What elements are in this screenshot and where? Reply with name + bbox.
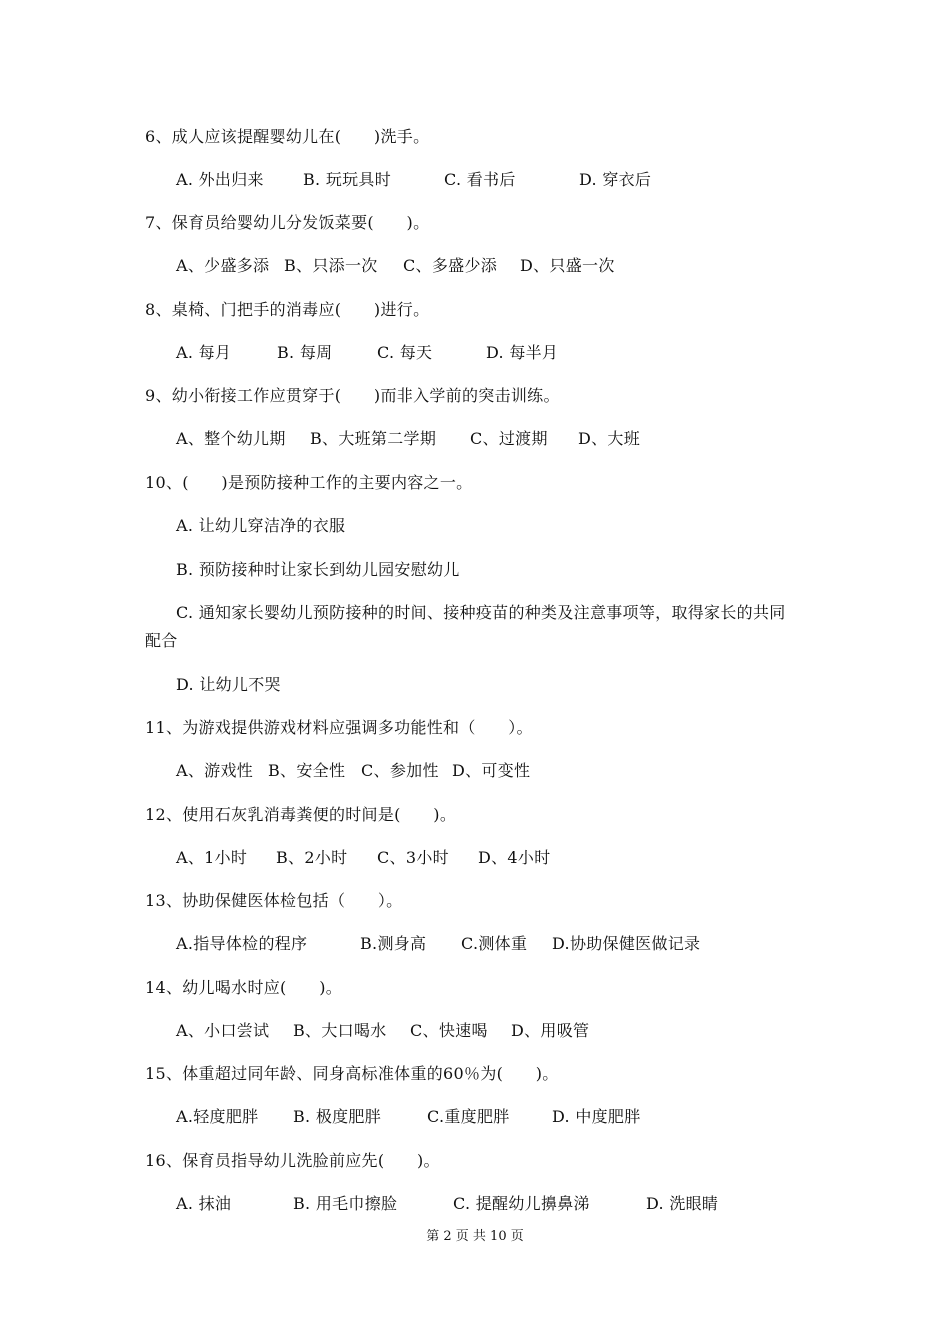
option-b: B. 玩玩具时	[303, 170, 392, 189]
option-b: B、只添一次	[284, 256, 378, 275]
option-a: A、整个幼儿期	[176, 429, 286, 448]
option-b: B. 用毛巾擦脸	[293, 1194, 398, 1213]
question-stem: 13、协助保健医体检包括（ ）。	[145, 891, 403, 910]
page-number-footer: 第 2 页 共 10 页	[426, 1229, 524, 1244]
question-stem: 8、桌椅、门把手的消毒应( )进行。	[145, 300, 430, 319]
option-d: D、4小时	[478, 848, 551, 867]
option-d: D. 中度肥胖	[552, 1107, 641, 1126]
option-a: A、1小时	[176, 848, 248, 867]
option-a: A、小口尝试	[176, 1021, 270, 1040]
option-d: D、大班	[578, 429, 641, 448]
option-b: B.测身高	[360, 934, 427, 953]
option-b: B、大班第二学期	[310, 429, 437, 448]
question-stem: 11、为游戏提供游戏材料应强调多功能性和（ ）。	[145, 718, 533, 737]
question-stem: 14、幼儿喝水时应( )。	[145, 978, 343, 997]
question-stem: 7、保育员给婴幼儿分发饭菜要( )。	[145, 213, 430, 232]
option-c: C、过渡期	[470, 429, 548, 448]
option-a: A. 让幼儿穿洁净的衣服	[176, 516, 346, 535]
option-c: C.重度肥胖	[427, 1107, 510, 1126]
option-d: D.协助保健医做记录	[552, 934, 701, 953]
option-c: C、3小时	[377, 848, 449, 867]
option-d: D、可变性	[452, 761, 531, 780]
option-d: D. 洗眼睛	[646, 1194, 719, 1213]
option-b: B、安全性	[268, 761, 346, 780]
option-a: A.指导体检的程序	[176, 934, 308, 953]
option-c: C. 看书后	[444, 170, 516, 189]
option-b: B、2小时	[276, 848, 348, 867]
option-c: C.测体重	[461, 934, 528, 953]
option-c: C、快速喝	[410, 1021, 488, 1040]
option-a: A.轻度肥胖	[176, 1107, 259, 1126]
option-d: D. 每半月	[486, 343, 559, 362]
option-a: A. 抹油	[176, 1194, 232, 1213]
option-a: A、少盛多添	[176, 256, 270, 275]
option-a: A. 每月	[176, 343, 232, 362]
option-d: D. 让幼儿不哭	[176, 675, 281, 694]
option-a: A. 外出归来	[176, 170, 264, 189]
option-d: D、用吸管	[511, 1021, 590, 1040]
question-stem: 16、保育员指导幼儿洗脸前应先( )。	[145, 1151, 440, 1170]
option-c: C. 每天	[377, 343, 433, 362]
option-d: D. 穿衣后	[579, 170, 652, 189]
option-c: C. 提醒幼儿擤鼻涕	[453, 1194, 590, 1213]
question-stem: 9、幼小衔接工作应贯穿于( )而非入学前的突击训练。	[145, 386, 560, 405]
option-d: D、只盛一次	[520, 256, 615, 275]
option-b: B. 预防接种时让家长到幼儿园安慰幼儿	[176, 560, 460, 579]
option-b: B. 极度肥胖	[293, 1107, 382, 1126]
option-b: B、大口喝水	[293, 1021, 387, 1040]
option-c: C、多盛少添	[403, 256, 498, 275]
question-stem: 15、体重超过同年龄、同身高标准体重的60％为( )。	[145, 1064, 559, 1083]
question-stem: 12、使用石灰乳消毒粪便的时间是( )。	[145, 805, 457, 824]
question-stem: 10、( )是预防接种工作的主要内容之一。	[145, 473, 473, 492]
option-c: C、参加性	[361, 761, 439, 780]
question-stem: 6、成人应该提醒婴幼儿在( )洗手。	[145, 127, 430, 146]
option-c: C. 通知家长婴幼儿预防接种的时间、接种疫苗的种类及注意事项等，取得家长的共同	[176, 603, 786, 622]
option-a: A、游戏性	[176, 761, 254, 780]
option-b: B. 每周	[277, 343, 333, 362]
option-c-continuation: 配合	[145, 631, 178, 650]
